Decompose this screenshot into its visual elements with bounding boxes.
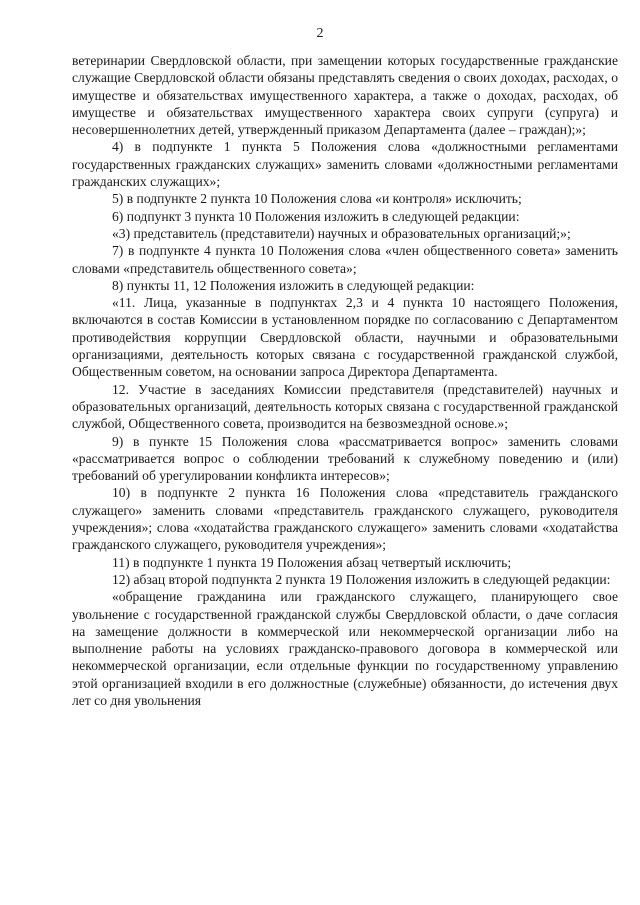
page-number: 2 <box>316 26 324 41</box>
paragraph: «11. Лица, указанные в подпунктах 2,3 и 4 пункта 10 настоящего Положения, включаются в состав Комиссии в установленном порядке по согласованию с Департаментом противодействия коррупции Свердловской области, научными и образовательными организациями, деятельность которых связана с государственной гражданской службой, Общественным советом, на основании запроса Директора Департамента. <box>72 295 618 380</box>
paragraph: 8) пункты 11, 12 Положения изложить в следующей редакции: <box>112 277 475 293</box>
paragraph: 12. Участие в заседаниях Комиссии представителя (представителей) научных и образовательных организаций, деятельность которых связана с государственной гражданской службой, Общественного совета, производится на безвозмездной основе.»; <box>72 381 618 432</box>
paragraph: 5) в подпункте 2 пункта 10 Положения слова «и контроля» исключить; <box>112 191 522 207</box>
paragraph: «обращение гражданина или гражданского служащего, планирующего свое увольнение с государственной гражданской службы Свердловской области, о даче согласия на замещение должности в коммерческой или некоммерческой организации либо на выполнение работы на условиях гражданско-правового договора в коммерческой или некоммерческой организации, если отдельные функции по государственному управлению этой организацией входили в его должностные (служебные) обязанности, до истечения двух лет со дня увольнения <box>72 589 618 708</box>
paragraph: 9) в пункте 15 Положения слова «рассматривается вопрос» заменить словами «рассматривается вопрос о соблюдении требований к служебному поведению и (или) требований об урегулировании конфликта интересов»; <box>72 433 618 484</box>
paragraph: ветеринарии Свердловской области, при замещении которых государственные гражданские служащие Свердловской области обязаны представлять сведения о своих доходах, расходах, о имуществе и обязательствах имущественного характера, а также о доходах, расходах, об имуществе и обязательствах имущественного характера своих супруги (супруга) и несовершеннолетних детей, утвержденный приказом Департамента (далее – граждан);»; <box>72 53 618 138</box>
document-body <box>72 52 618 709</box>
paragraph: 10) в подпункте 2 пункта 16 Положения слова «представитель гражданского служащего» заменить словами «представитель гражданского служащего, руководителя учреждения»; слова «ходатайства гражданского служащего» заменить словами «ходатайства гражданского служащего, руководителя учреждения»; <box>72 485 618 553</box>
paragraph: 4) в подпункте 1 пункта 5 Положения слова «должностными регламентами государственных гражданских служащих» заменить словами «должностными регламентами гражданских служащих»; <box>72 139 618 190</box>
paragraph: «3) представитель (представители) научных и образовательных организаций;»; <box>112 225 571 241</box>
paragraph: 6) подпункт 3 пункта 10 Положения изложить в следующей редакции: <box>112 208 520 224</box>
paragraph: 11) в подпункте 1 пункта 19 Положения абзац четвертый исключить; <box>112 554 512 570</box>
paragraph: 7) в подпункте 4 пункта 10 Положения слова «член общественного совета» заменить словами «представитель общественного совета»; <box>72 243 618 276</box>
paragraph: 12) абзац второй подпункта 2 пункта 19 Положения изложить в следующей редакции: <box>112 571 611 587</box>
